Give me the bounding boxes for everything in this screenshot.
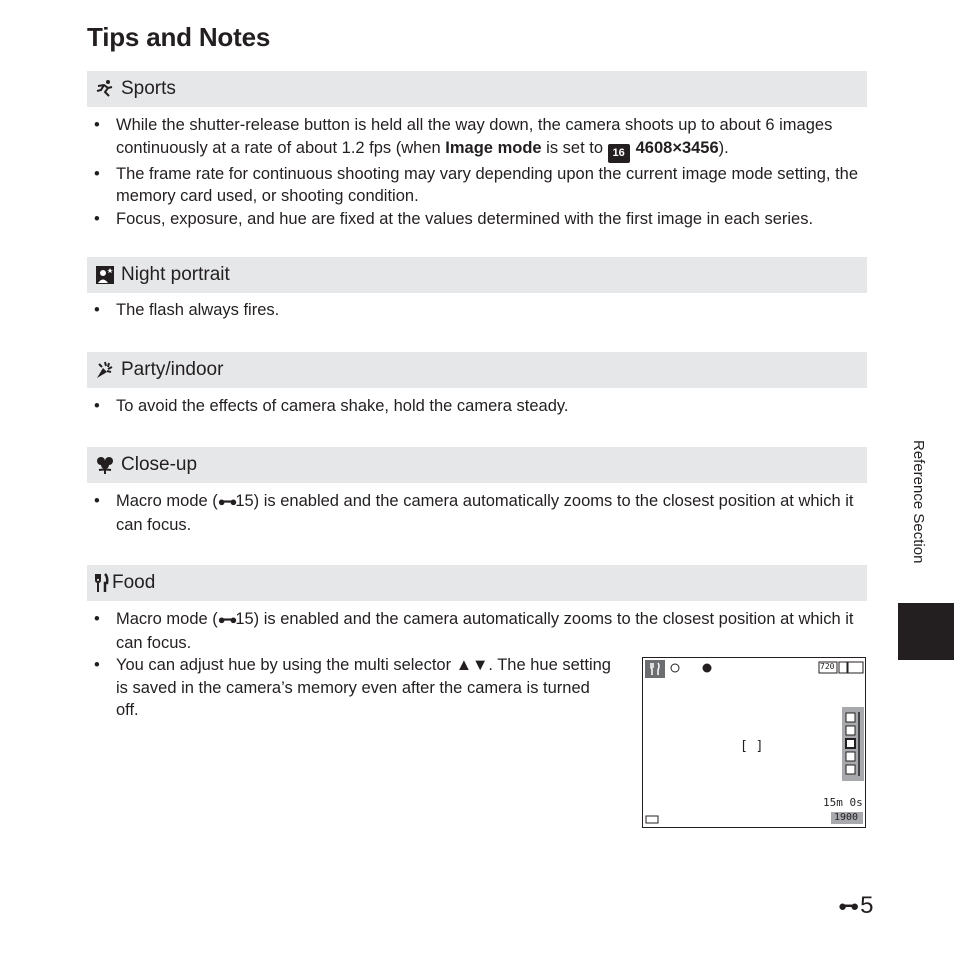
multi-selector-arrows: ▲▼ [455,656,489,674]
section-header-party-indoor [87,352,867,388]
reference-icon: ●━● [217,494,236,509]
text: ) is enabled and the camera automatically zooms to the closest position at which it can focus. [116,610,854,652]
setting-value: 4608×3456 [635,138,719,157]
text: Macro mode ( [116,610,218,628]
text: . The hue setting is saved in the camera’s memory even after the camera is turned off. [116,656,611,719]
section-heading: Night portrait [121,264,230,285]
page-number-value: 5 [860,892,874,919]
image-size-badge: 720 [820,662,835,671]
list-item [92,608,862,654]
list-item: • The frame rate for continuous shooting may vary depending upon the current image mode setting, the memory card used, or shooting condition. [92,163,862,208]
night-portrait-icon [95,265,115,285]
text: ). [718,138,729,157]
section-header-sports [87,71,867,107]
list-item [92,490,862,536]
svg-text:[ ]: [ ] [740,739,764,754]
section-header-night-portrait [87,257,867,293]
camera-screen-illustration [642,657,866,828]
reference-page: 15 [235,492,254,510]
night-portrait-bullets [92,299,862,322]
side-section-label: Reference Section [910,440,927,564]
sports-icon [95,79,115,99]
setting-name: Image mode [445,138,542,157]
list-item [92,114,862,163]
list-item: • Focus, exposure, and hue are fixed at the values determined with the first image in each series. [92,208,862,231]
section-heading: Party/indoor [121,359,224,380]
party-bullets [92,395,862,418]
section-header-close-up [87,447,867,483]
text: While the shutter-release button is held all the way down, the camera shoots up to about 6 images continuously at a rate of about 1.2 fps (when [116,116,833,157]
section-tab [898,603,954,660]
page-title: Tips and Notes [87,22,271,52]
section-heading: Food [112,572,156,593]
close-up-bullets [92,490,862,536]
list-item: • To avoid the effects of camera shake, hold the camera steady. [92,395,862,418]
page-number [838,892,874,920]
section-heading: Close-up [121,454,198,475]
list-item: • The flash always fires. [92,299,862,322]
text: is set to [541,138,608,157]
list-item [92,654,616,722]
party-indoor-icon [95,360,115,380]
text: ) is enabled and the camera automatically zooms to the closest position at which it can focus. [116,492,854,534]
image-size-16m-icon: 16 [608,144,630,163]
section-header-food [87,565,867,601]
reference-icon: ●━● [217,612,236,627]
exposures-remaining: 1900 [834,812,859,823]
reference-section-icon: ●━● [838,898,857,915]
close-up-icon [95,455,115,475]
reference-page: 15 [235,610,254,628]
recording-time: 15m 0s [823,796,863,809]
food-icon [95,573,109,593]
text: Macro mode ( [116,492,218,510]
sports-bullets [92,114,862,230]
text: You can adjust hue by using the multi selector [116,656,456,674]
section-heading: Sports [121,78,176,99]
